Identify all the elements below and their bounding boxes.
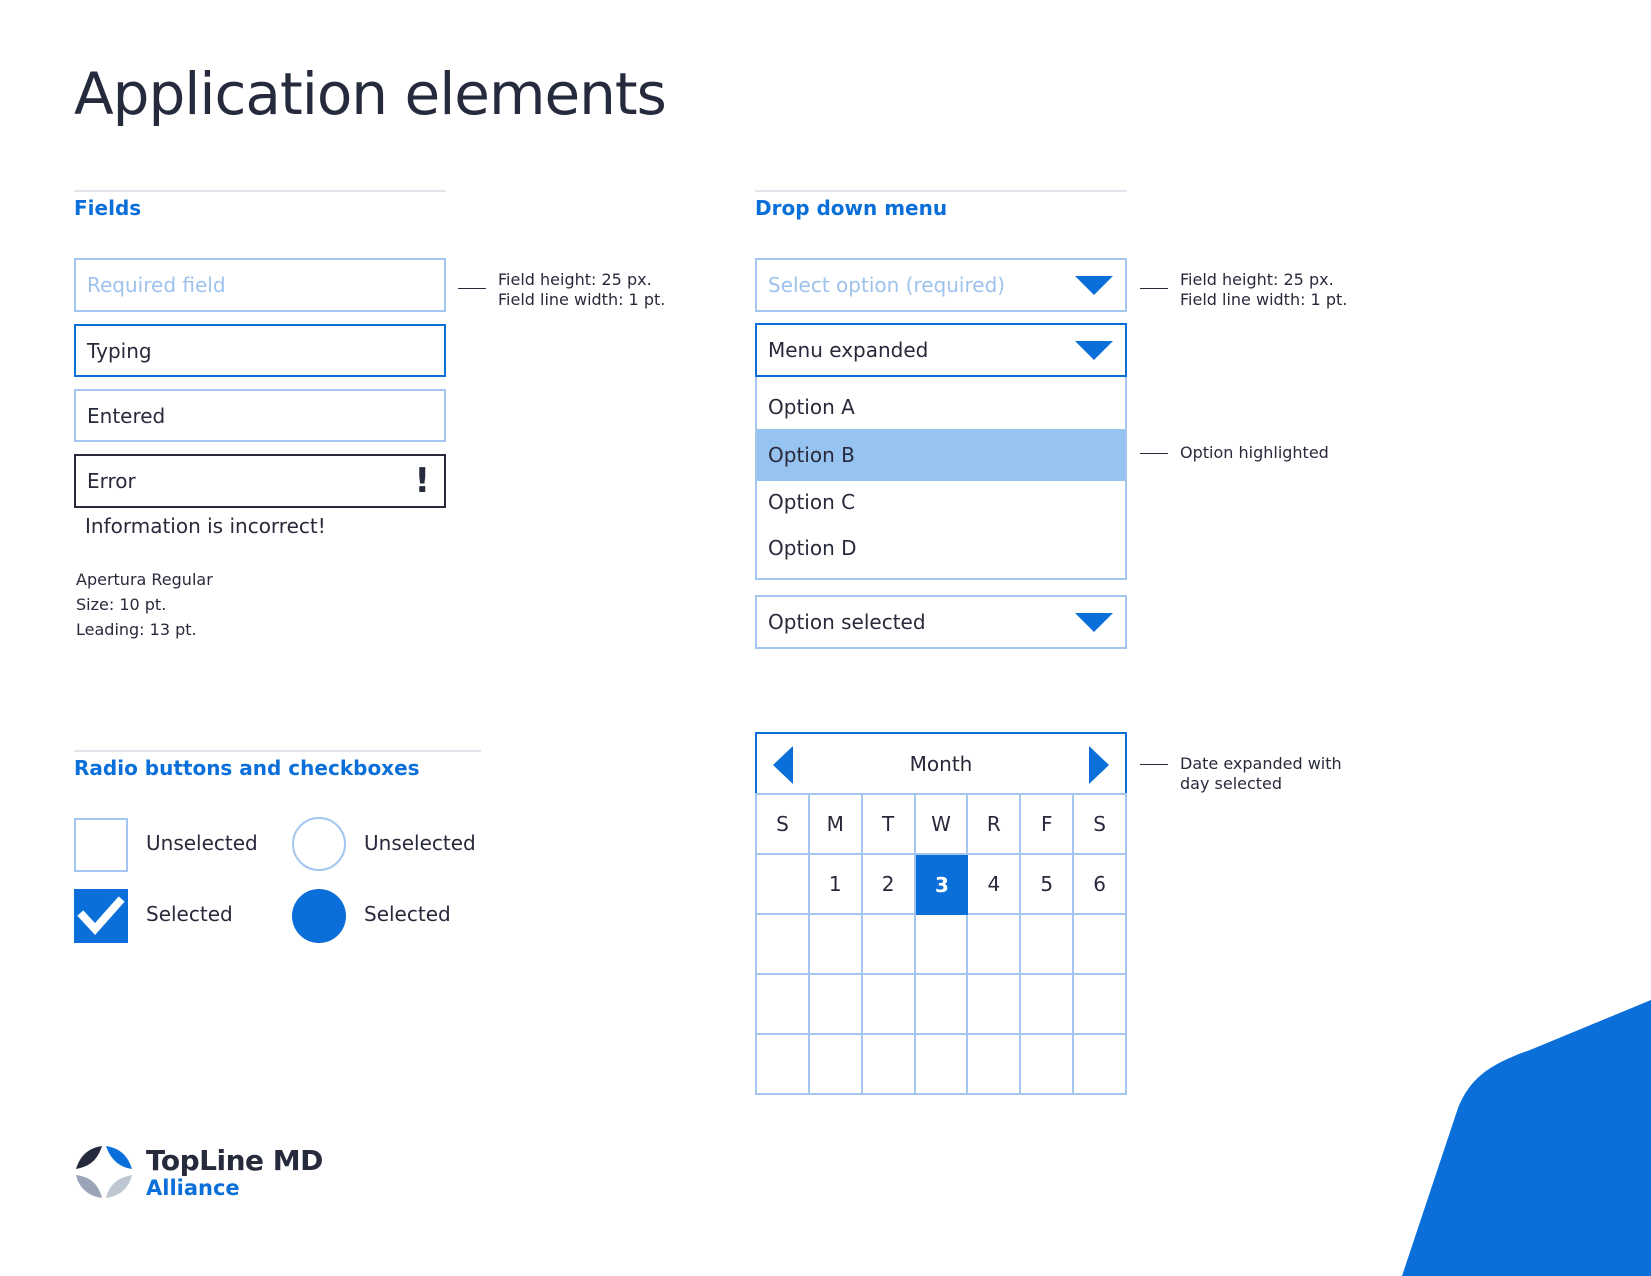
expanded-dropdown-label: Menu expanded [768, 338, 929, 362]
annotation-leader [1140, 764, 1168, 765]
calendar-day-selected[interactable]: 3 [916, 855, 969, 915]
calendar-empty-cell[interactable] [1074, 1035, 1127, 1095]
calendar-empty-cell[interactable] [1021, 1035, 1074, 1095]
calendar-empty-cell[interactable] [916, 975, 969, 1035]
dropdown-option-d[interactable]: Option D [768, 535, 857, 560]
select-required-dropdown[interactable] [755, 258, 1127, 312]
calendar-empty-cell[interactable] [1074, 915, 1127, 975]
dropdown-spec-note [1180, 270, 1347, 310]
topline-logo-mark-icon [74, 1142, 134, 1202]
calendar-empty-cell[interactable] [968, 1035, 1021, 1095]
section-divider [74, 750, 481, 752]
calendar-empty-cell[interactable] [863, 1035, 916, 1095]
calendar-grid [755, 793, 1127, 1095]
radio-unselected-label: Unselected [364, 831, 476, 855]
entered-field-value: Entered [87, 403, 166, 428]
weekday-header: R [968, 795, 1021, 855]
required-field-input[interactable] [74, 258, 446, 312]
dropdown-line-width-spec: Field line width: 1 pt. [1180, 290, 1348, 309]
calendar-empty-cell[interactable] [810, 975, 863, 1035]
checkbox-unselected-label: Unselected [146, 831, 258, 855]
annotation-leader [458, 288, 486, 289]
radio-unselected[interactable] [292, 817, 346, 871]
typing-field-value: Typing [87, 338, 152, 363]
error-field-value: Error [87, 469, 136, 493]
calendar-note-line2: day selected [1180, 774, 1283, 793]
field-line-width-spec: Field line width: 1 pt. [498, 290, 666, 309]
logo-wordmark: TopLine MD [146, 1144, 323, 1177]
calendar-empty-cell[interactable] [1074, 975, 1127, 1035]
font-name: Apertura Regular [76, 570, 213, 589]
exclamation-icon: ! [414, 461, 430, 501]
calendar-empty-cell[interactable] [757, 855, 810, 915]
expanded-dropdown[interactable] [755, 323, 1127, 377]
select-placeholder: Select option (required) [768, 273, 1006, 297]
radio-selected-label: Selected [364, 902, 451, 926]
calendar-day[interactable]: 2 [863, 855, 916, 915]
calendar-empty-cell[interactable] [1021, 975, 1074, 1035]
calendar-day[interactable]: 5 [1021, 855, 1074, 915]
page-title: Application elements [74, 60, 666, 128]
checkbox-selected[interactable] [74, 889, 128, 943]
required-field-placeholder: Required field [87, 273, 226, 297]
calendar-empty-cell[interactable] [757, 975, 810, 1035]
radio-selected[interactable] [292, 889, 346, 943]
calendar-empty-cell[interactable] [757, 1035, 810, 1095]
calendar-empty-cell[interactable] [968, 975, 1021, 1035]
weekday-header: S [1074, 795, 1127, 855]
weekday-header: M [810, 795, 863, 855]
weekday-header: F [1021, 795, 1074, 855]
error-message: Information is incorrect! [85, 514, 326, 538]
dropdown-height-spec: Field height: 25 px. [1180, 270, 1334, 289]
calendar-empty-cell[interactable] [916, 1035, 969, 1095]
selected-dropdown-label: Option selected [768, 610, 926, 634]
selected-dropdown[interactable] [755, 595, 1127, 649]
calendar-month-label: Month [909, 751, 973, 776]
calendar-header [755, 732, 1127, 795]
annotation-leader [1140, 288, 1168, 289]
checkbox-unselected[interactable] [74, 818, 128, 872]
chevron-right-icon[interactable] [1087, 746, 1109, 784]
typing-field-input[interactable] [74, 324, 446, 377]
weekday-header: S [757, 795, 810, 855]
calendar-empty-cell[interactable] [757, 915, 810, 975]
calendar-empty-cell[interactable] [968, 915, 1021, 975]
dropdown-option-c[interactable]: Option C [768, 489, 856, 514]
calendar-day[interactable]: 4 [968, 855, 1021, 915]
dropdown-section-title: Drop down menu [755, 196, 948, 220]
dropdown-menu [755, 377, 1127, 580]
decorative-corner-shape [1390, 1000, 1651, 1276]
section-divider [755, 190, 1127, 192]
calendar-empty-cell[interactable] [810, 1035, 863, 1095]
calendar-empty-cell[interactable] [863, 915, 916, 975]
chevron-down-icon [1075, 276, 1113, 295]
chevron-down-icon [1075, 613, 1113, 632]
checkmark-icon [74, 889, 128, 943]
annotation-leader [1140, 453, 1168, 454]
calendar-day[interactable]: 1 [810, 855, 863, 915]
calendar-note [1180, 754, 1342, 794]
option-highlighted-note: Option highlighted [1180, 443, 1329, 462]
font-leading: Leading: 13 pt. [76, 620, 197, 639]
calendar-empty-cell[interactable] [863, 975, 916, 1035]
calendar-empty-cell[interactable] [810, 915, 863, 975]
field-height-spec: Field height: 25 px. [498, 270, 652, 289]
calendar-empty-cell[interactable] [1021, 915, 1074, 975]
calendar-day[interactable]: 6 [1074, 855, 1127, 915]
fields-section-title: Fields [74, 196, 142, 220]
chevron-down-icon [1075, 341, 1113, 360]
weekday-header: W [916, 795, 969, 855]
field-spec-note [498, 270, 665, 310]
typography-spec [76, 567, 213, 642]
error-field-input[interactable] [74, 454, 446, 508]
logo-subtitle: Alliance [146, 1176, 240, 1200]
controls-section-title: Radio buttons and checkboxes [74, 756, 420, 780]
weekday-header: T [863, 795, 916, 855]
font-size: Size: 10 pt. [76, 595, 167, 614]
section-divider [74, 190, 446, 192]
dropdown-option-a[interactable]: Option A [768, 394, 855, 419]
dropdown-option-b[interactable]: Option B [757, 429, 1125, 481]
calendar-empty-cell[interactable] [916, 915, 969, 975]
entered-field-input[interactable] [74, 389, 446, 442]
calendar-note-line1: Date expanded with [1180, 754, 1342, 773]
checkbox-selected-label: Selected [146, 902, 233, 926]
